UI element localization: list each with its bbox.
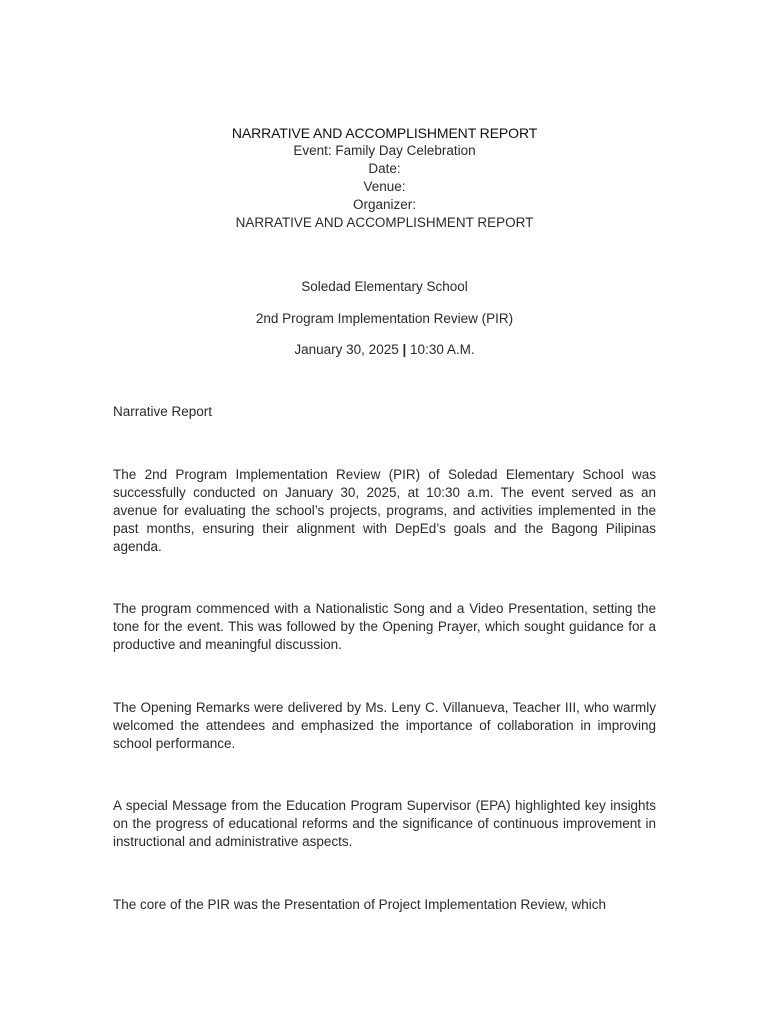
paragraph-4: A special Message from the Education Program Supervisor (EPA) highlighted key insights on the progress of educational reforms and the significance of continuous improvement in instructional and administrative aspects. — [113, 798, 656, 849]
paragraph-3: The Opening Remarks were delivered by Ms. Leny C. Villanueva, Teacher III, who warmly welcomed the attendees and emphasized the importance of collaboration in improving school performance. — [113, 700, 656, 751]
school-name: Soledad Elementary School — [301, 279, 468, 294]
paragraph-2: The program commenced with a Nationalistic Song and a Video Presentation, setting the tone for the event. This was followed by the Opening Prayer, which sought guidance for a productive and meaningful discussion. — [113, 601, 656, 652]
report-subtitle: NARRATIVE AND ACCOMPLISHMENT REPORT — [235, 215, 534, 230]
paragraph-1: The 2nd Program Implementation Review (PIR) of Soledad Elementary School was successfully conducted on January 30, 2025, at 10:30 a.m. The event served as an avenue for evaluating the school’s projects, programs, and activities implemented in the past months, ensuring their alignment with DepEd’s goals and the Bagong Pilipinas agenda. — [113, 467, 656, 554]
paragraph-5: The core of the PIR was the Presentation of Project Implementation Review, which — [113, 897, 606, 912]
program-name: 2nd Program Implementation Review (PIR) — [255, 311, 514, 326]
datetime-separator: | — [402, 342, 407, 357]
date-line: Date: — [368, 161, 401, 176]
event-line: Event: Family Day Celebration — [293, 143, 476, 158]
venue-line: Venue: — [363, 179, 406, 194]
report-title: NARRATIVE AND ACCOMPLISHMENT REPORT — [231, 125, 538, 141]
event-date: January 30, 2025 — [294, 342, 399, 357]
event-time: 10:30 A.M. — [410, 342, 475, 357]
report-header — [113, 124, 656, 232]
section-heading: Narrative Report — [113, 404, 213, 419]
event-datetime — [113, 341, 656, 359]
organizer-line: Organizer: — [352, 197, 417, 212]
